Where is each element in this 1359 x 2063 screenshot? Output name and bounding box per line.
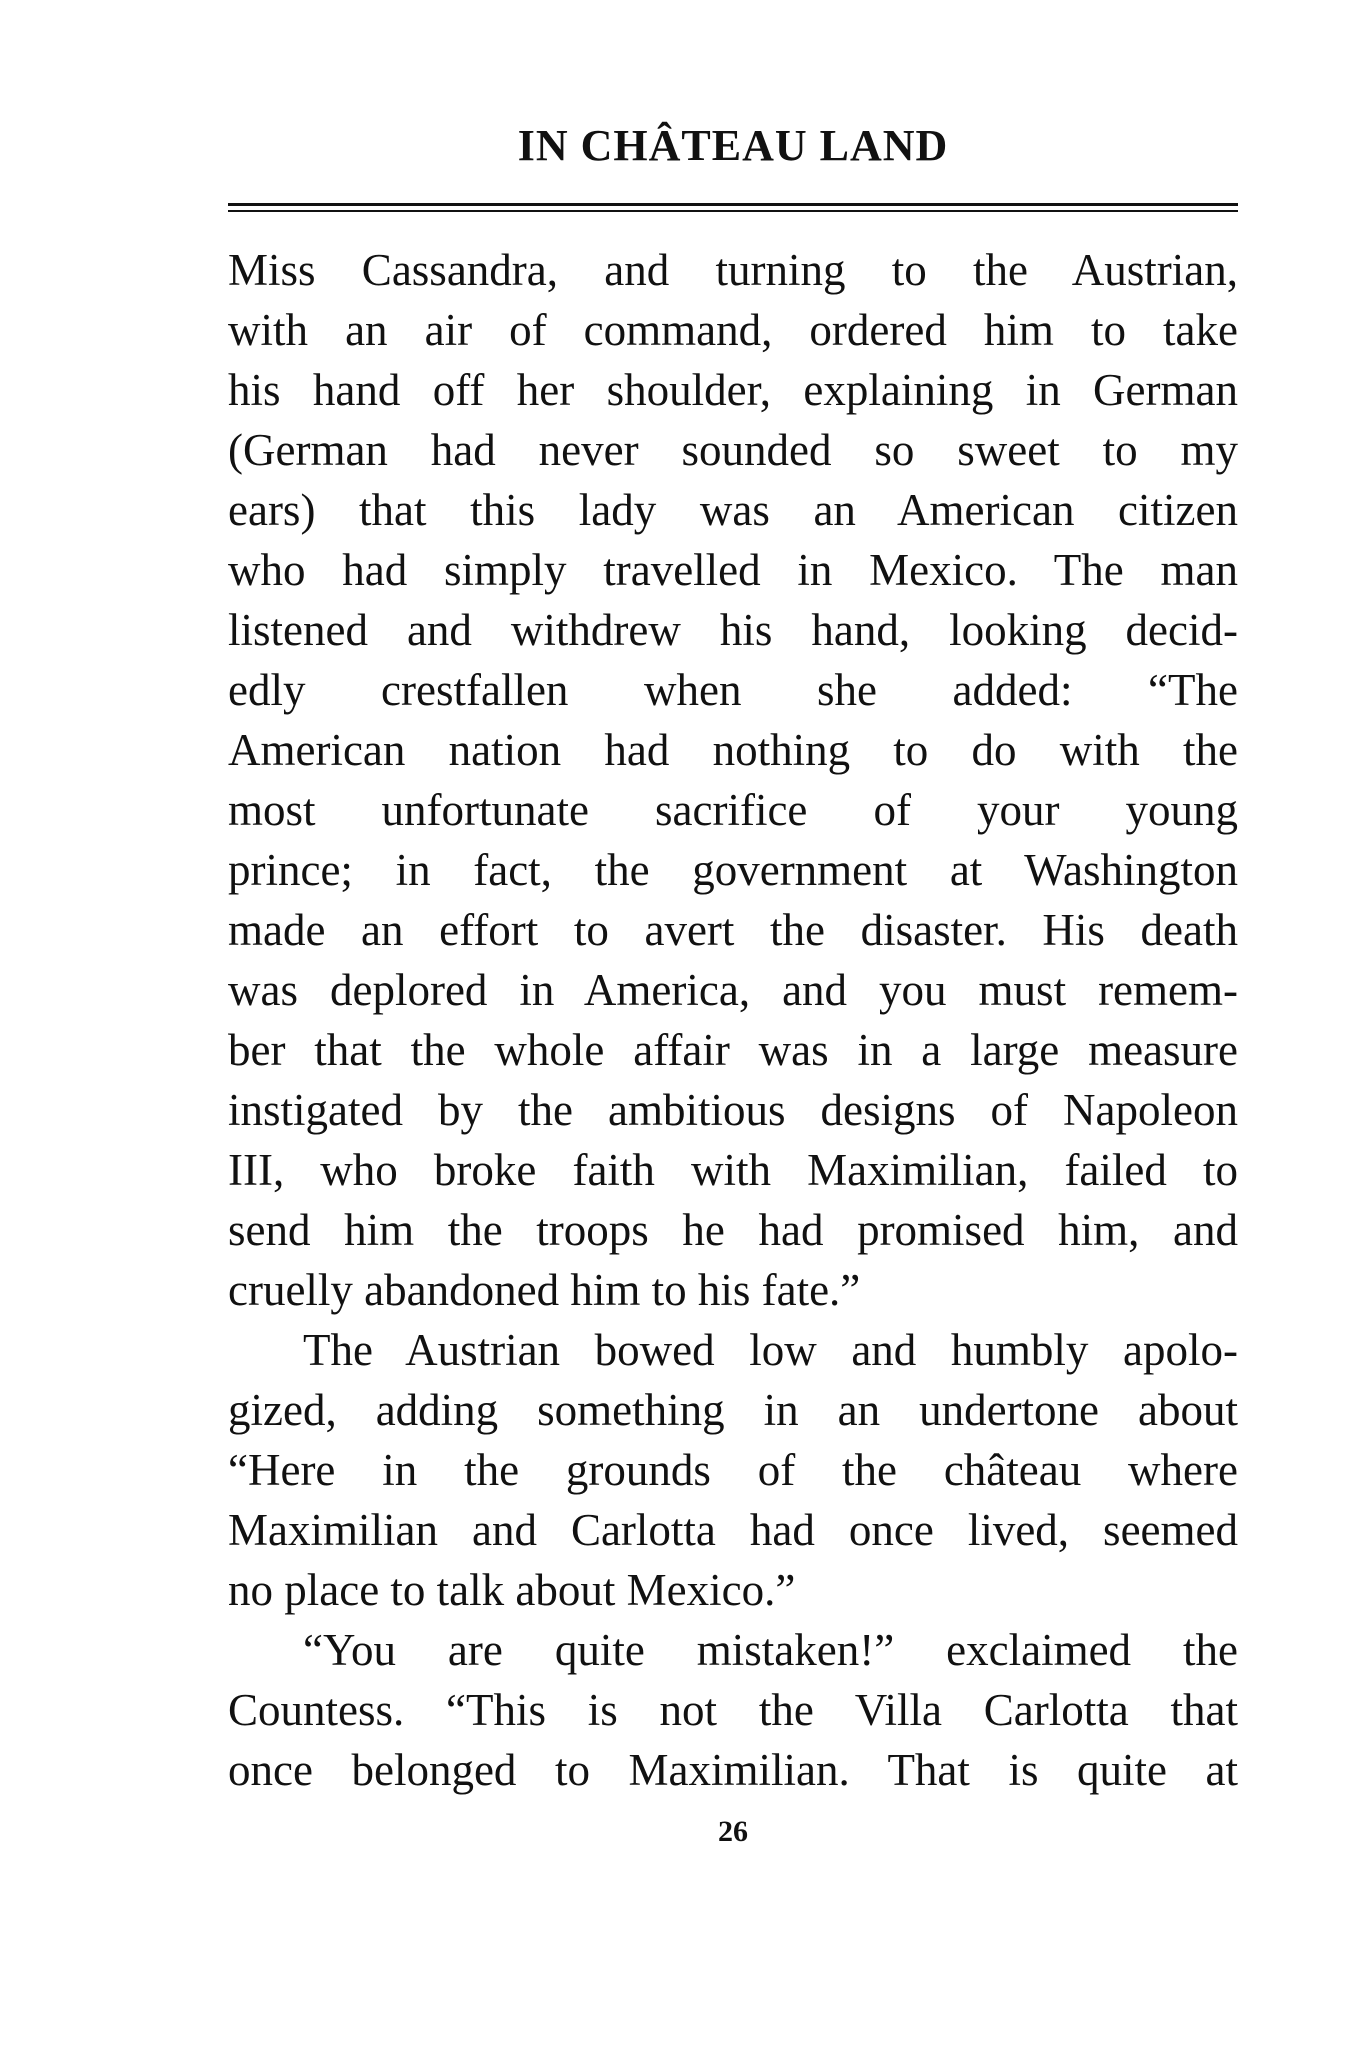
text-line-5: ears) that this lady was an American citizen <box>228 485 1238 535</box>
text-line-19: The Austrian bowed low and humbly apolo- <box>303 1325 1238 1375</box>
text-line-21: “Here in the grounds of the château where <box>228 1445 1238 1495</box>
header-rule-top <box>228 203 1238 206</box>
text-line-8: edly crestfallen when she added: “The <box>228 665 1238 715</box>
text-line-18: cruelly abandoned him to his fate.” <box>228 1265 861 1315</box>
text-line-10: most unfortunate sacrifice of your young <box>228 785 1238 835</box>
text-line-17: send him the troops he had promised him, and <box>228 1205 1238 1255</box>
text-line-11: prince; in fact, the government at Washington <box>228 845 1238 895</box>
text-line-25: Countess. “This is not the Villa Carlotta that <box>228 1685 1238 1735</box>
text-line-16: III, who broke faith with Maximilian, failed to <box>228 1145 1238 1195</box>
header-rule-bottom <box>228 210 1238 212</box>
page-number: 26 <box>718 1815 748 1848</box>
text-line-15: instigated by the ambitious designs of Napoleon <box>228 1085 1238 1135</box>
running-head: IN CHÂTEAU LAND <box>517 121 949 170</box>
text-line-13: was deplored in America, and you must remem- <box>228 965 1238 1015</box>
body-text <box>228 240 1238 1800</box>
text-line-20: gized, adding something in an undertone about <box>228 1385 1238 1435</box>
text-line-22: Maximilian and Carlotta had once lived, seemed <box>228 1505 1238 1555</box>
text-line-14: ber that the whole affair was in a large measure <box>228 1025 1238 1075</box>
text-line-12: made an effort to avert the disaster. His death <box>228 905 1238 955</box>
text-line-23: no place to talk about Mexico.” <box>228 1565 796 1615</box>
text-line-26: once belonged to Maximilian. That is quite at <box>228 1745 1238 1795</box>
text-line-3: his hand off her shoulder, explaining in German <box>228 365 1238 415</box>
text-line-1: Miss Cassandra, and turning to the Austrian, <box>228 245 1238 295</box>
text-line-7: listened and withdrew his hand, looking decid- <box>228 605 1238 655</box>
text-line-4: (German had never sounded so sweet to my <box>228 425 1238 475</box>
text-line-24: “You are quite mistaken!” exclaimed the <box>303 1625 1238 1675</box>
text-line-6: who had simply travelled in Mexico. The man <box>228 545 1238 595</box>
text-line-9: American nation had nothing to do with the <box>228 725 1238 775</box>
text-line-2: with an air of command, ordered him to take <box>228 305 1238 355</box>
